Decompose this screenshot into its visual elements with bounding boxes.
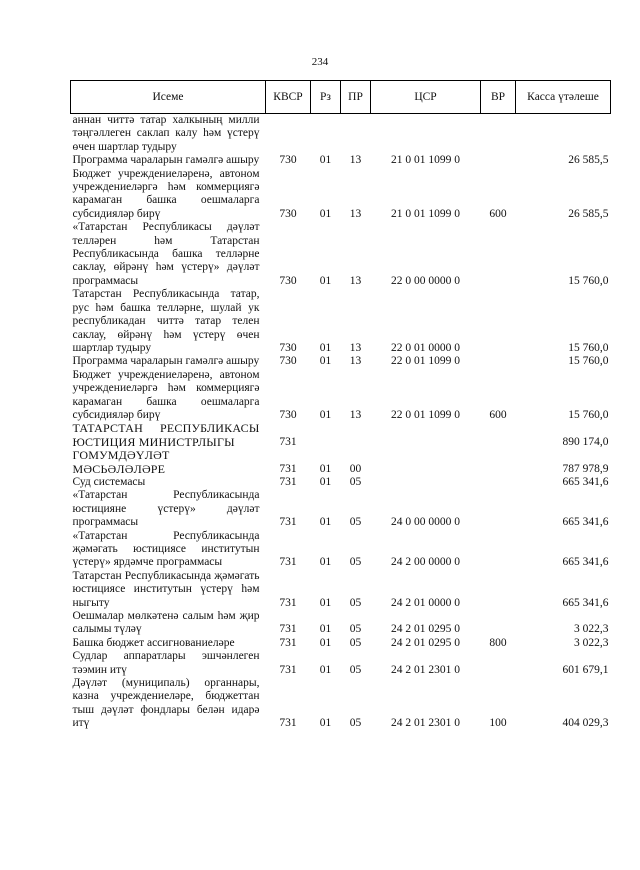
cell-rz: 01 — [319, 355, 332, 368]
cell-csr: 22 0 01 1099 0 — [391, 355, 460, 368]
cell-rz: 01 — [319, 207, 332, 220]
cell-rz: 01 — [319, 475, 332, 488]
cell-kvsr: 730 — [279, 341, 297, 354]
cell-pr — [341, 422, 371, 449]
cell-name: «Татарстан Республикасында җәмәгать юстициясе институтын үстерү» ярдәмче программасы — [72, 529, 260, 569]
table-row — [71, 570, 611, 610]
cell-name: Программа чараларын гамәлгә ашыру — [72, 154, 260, 167]
cell-kvsr: 731 — [279, 663, 297, 676]
cell-csr: 22 0 01 0000 0 — [391, 341, 460, 354]
cell-vr — [481, 476, 516, 489]
cell-rz: 01 — [319, 274, 332, 287]
cell-csr: 22 0 01 1099 0 — [391, 408, 460, 421]
cell-name: ТАТАРСТАН РЕСПУБЛИКАСЫ ЮСТИЦИЯ МИНИСТРЛЫГЫ — [72, 421, 260, 449]
header-kassa: Касса үтәлеше — [516, 81, 611, 114]
table-row — [71, 610, 611, 637]
cell-name: Бюджет учреждениеләренә, автоном учреждениеләргә һәм коммерциягә карамаган башка оешмаларга субсидияләр бирү — [72, 167, 260, 220]
table-row — [71, 168, 611, 222]
cell-vr — [481, 530, 516, 570]
cell-kassa: 26 585,5 — [568, 154, 609, 167]
cell-vr — [481, 221, 516, 288]
cell-kassa: 15 760,0 — [568, 341, 609, 354]
cell-csr: 24 2 01 0000 0 — [391, 596, 460, 609]
table-body — [71, 114, 611, 731]
cell-csr: 24 2 01 2301 0 — [391, 717, 460, 730]
cell-name: Татарстан Республикасында татар, рус һәм башка телләрне, шулай ук республикадан читтә татар телен саклау, өйрәнү һәм үстерү өчен шартлар тудыру — [72, 288, 260, 354]
cell-kvsr: 731 — [279, 636, 297, 649]
cell-pr: 13 — [349, 408, 362, 421]
cell-rz: 01 — [319, 636, 332, 649]
cell-rz: 01 — [319, 596, 332, 609]
cell-name: Оешмалар мөлкәтенә салым һәм җир салымы түләү — [72, 610, 260, 636]
cell-kvsr: 731 — [279, 596, 297, 609]
budget-table — [70, 80, 611, 731]
cell-rz: 01 — [319, 717, 332, 730]
table-row — [71, 530, 611, 570]
table-row — [71, 114, 611, 155]
header-name: Исеме — [71, 81, 266, 114]
cell-kassa: 665 341,6 — [562, 475, 609, 488]
cell-kvsr: 730 — [279, 154, 297, 167]
table-row — [71, 677, 611, 731]
cell-name: Программа чараларын гамәлгә ашыру — [72, 355, 260, 368]
cell-pr: 05 — [349, 516, 362, 529]
cell-name: Дәүләт (муниципаль) органнары, казна учреждениеләре, бюджеттан тыш дәүләт фондлары белән идарә итү — [72, 677, 260, 730]
cell-kassa: 665 341,6 — [562, 516, 609, 529]
cell-rz: 01 — [319, 623, 332, 636]
cell-name: «Татарстан Республикасы дәүләт телләрен һәм Татарстан Республикасында башка телләрне саклау, өйрәнү һәм үстерү» дәүләт программасы — [72, 221, 260, 287]
cell-vr — [481, 288, 516, 355]
table-row — [71, 637, 611, 650]
cell-rz: 01 — [319, 663, 332, 676]
cell-csr — [371, 449, 481, 476]
cell-kvsr: 730 — [279, 408, 297, 421]
header-csr: ЦСР — [371, 81, 481, 114]
cell-vr — [481, 422, 516, 449]
cell-rz: 01 — [319, 462, 332, 475]
cell-vr — [481, 114, 516, 155]
cell-pr: 00 — [349, 462, 362, 475]
cell-csr: 24 2 01 2301 0 — [391, 663, 460, 676]
cell-vr — [481, 489, 516, 529]
table-row — [71, 154, 611, 167]
cell-kassa — [516, 114, 611, 155]
cell-kvsr: 731 — [279, 717, 297, 730]
cell-csr: 22 0 00 0000 0 — [391, 274, 460, 287]
cell-kassa: 15 760,0 — [568, 355, 609, 368]
cell-vr: 600 — [489, 207, 507, 220]
cell-csr: 21 0 01 1099 0 — [391, 154, 460, 167]
cell-rz: 01 — [319, 516, 332, 529]
table-row — [71, 288, 611, 355]
cell-name: «Татарстан Республикасында юстицияне үстерү» дәүләт программасы — [72, 489, 260, 529]
cell-csr — [371, 476, 481, 489]
cell-pr: 05 — [349, 556, 362, 569]
table-row — [71, 422, 611, 449]
table-row — [71, 369, 611, 423]
cell-kvsr — [266, 114, 311, 155]
header-kvsr: КВСР — [266, 81, 311, 114]
cell-name: аннан читтә татар халкының милли тәңгәллеген саклап калу һәм үстерү өчен шартлар тудыру — [72, 114, 260, 153]
cell-kassa: 787 978,9 — [562, 462, 609, 475]
cell-vr: 600 — [489, 408, 507, 421]
cell-pr: 05 — [349, 663, 362, 676]
cell-csr: 24 2 00 0000 0 — [391, 556, 460, 569]
cell-rz: 01 — [319, 556, 332, 569]
table-header-row — [71, 81, 611, 114]
header-vr: ВР — [481, 81, 516, 114]
cell-csr: 24 0 00 0000 0 — [391, 516, 460, 529]
cell-pr: 05 — [349, 717, 362, 730]
cell-kassa: 890 174,0 — [562, 435, 609, 448]
cell-kassa: 665 341,6 — [562, 596, 609, 609]
cell-vr — [481, 610, 516, 637]
table-row — [71, 476, 611, 489]
cell-name: Суд системасы — [72, 475, 146, 488]
cell-pr: 13 — [349, 274, 362, 287]
cell-kvsr: 730 — [279, 274, 297, 287]
cell-rz: 01 — [319, 154, 332, 167]
cell-rz — [311, 422, 341, 449]
cell-pr: 13 — [349, 355, 362, 368]
cell-kassa: 3 022,3 — [574, 636, 609, 649]
cell-pr: 13 — [349, 207, 362, 220]
cell-vr: 100 — [489, 717, 507, 730]
cell-vr: 800 — [489, 636, 507, 649]
cell-csr — [371, 422, 481, 449]
header-pr: ПР — [341, 81, 371, 114]
cell-vr — [481, 449, 516, 476]
cell-vr — [481, 650, 516, 677]
cell-kassa: 3 022,3 — [574, 623, 609, 636]
cell-pr: 05 — [349, 623, 362, 636]
header-rz: Рз — [311, 81, 341, 114]
cell-csr: 21 0 01 1099 0 — [391, 207, 460, 220]
cell-kvsr: 730 — [279, 355, 297, 368]
cell-csr: 24 2 01 0295 0 — [391, 636, 460, 649]
cell-pr: 13 — [349, 154, 362, 167]
cell-name: Башка бюджет ассигнованиеләре — [72, 636, 235, 649]
table-row — [71, 355, 611, 368]
cell-name: Судлар аппаратлары эшчәнлеген тәэмин итү — [72, 650, 260, 676]
cell-vr — [481, 355, 516, 368]
cell-kvsr: 731 — [279, 516, 297, 529]
cell-csr: 24 2 01 0295 0 — [391, 623, 460, 636]
cell-vr — [481, 154, 516, 167]
table-row — [71, 650, 611, 677]
cell-pr: 05 — [349, 596, 362, 609]
table-row — [71, 221, 611, 288]
cell-kassa: 15 760,0 — [568, 408, 609, 421]
cell-pr: 13 — [349, 341, 362, 354]
cell-rz: 01 — [319, 408, 332, 421]
table-row — [71, 449, 611, 476]
cell-kvsr: 731 — [279, 435, 297, 448]
cell-pr: 05 — [349, 475, 362, 488]
cell-name: Татарстан Республикасында җәмәгать юстициясе институтын үстерү һәм ныгыту — [72, 569, 260, 609]
cell-vr — [481, 570, 516, 610]
cell-name: Бюджет учреждениеләренә, автоном учреждениеләргә һәм коммерциягә карамаган башка оешмаларга субсидияләр бирү — [72, 368, 260, 421]
table-row — [71, 489, 611, 529]
cell-pr — [341, 114, 371, 155]
cell-kassa: 601 679,1 — [562, 663, 609, 676]
cell-kvsr: 731 — [279, 475, 297, 488]
cell-rz — [311, 114, 341, 155]
cell-rz: 01 — [319, 341, 332, 354]
cell-kassa: 15 760,0 — [568, 274, 609, 287]
cell-csr — [371, 114, 481, 155]
cell-kvsr: 730 — [279, 207, 297, 220]
cell-kassa: 404 029,3 — [562, 717, 609, 730]
page-number: 234 — [311, 56, 329, 68]
cell-kassa: 665 341,6 — [562, 556, 609, 569]
cell-kvsr: 731 — [279, 556, 297, 569]
cell-pr: 05 — [349, 636, 362, 649]
cell-kvsr: 731 — [279, 623, 297, 636]
cell-kvsr: 731 — [279, 462, 297, 475]
cell-name: ГОМУМДӘҮЛӘТ МӘСЬӘЛӘЛӘРЕ — [72, 448, 170, 476]
cell-kassa: 26 585,5 — [568, 207, 609, 220]
